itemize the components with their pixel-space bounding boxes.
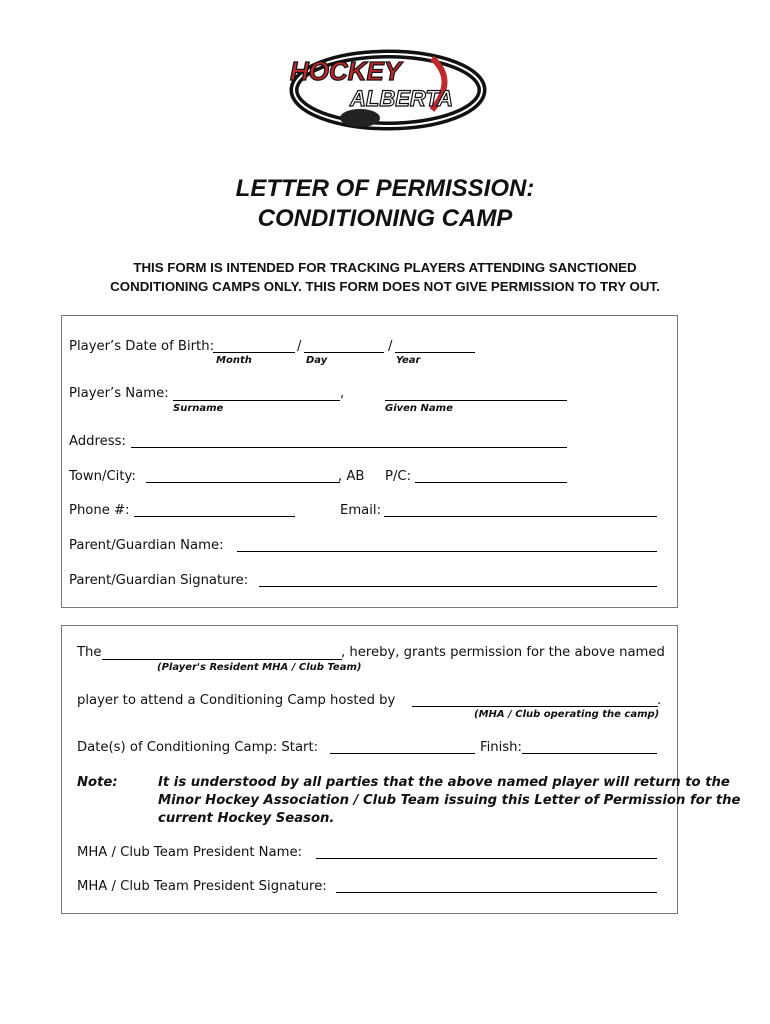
month-caption: Month bbox=[216, 355, 252, 366]
note-line1: It is understood by all parties that the above named player will return to the bbox=[158, 775, 730, 790]
phone-label: Phone #: bbox=[69, 503, 130, 518]
surname-caption: Surname bbox=[173, 403, 224, 414]
president-signature-field[interactable] bbox=[336, 892, 657, 893]
name-comma: , bbox=[340, 386, 345, 401]
finish-label: Finish: bbox=[480, 740, 522, 755]
email-label: Email: bbox=[340, 503, 382, 518]
guardian-name-field[interactable] bbox=[237, 551, 657, 552]
host-club-field[interactable] bbox=[412, 706, 658, 707]
address-label: Address: bbox=[69, 434, 126, 449]
day-caption: Day bbox=[306, 355, 328, 366]
town-label: Town/City: bbox=[69, 469, 136, 484]
dob-separator: / bbox=[388, 339, 393, 354]
resident-team-caption: (Player's Resident MHA / Club Team) bbox=[157, 662, 362, 673]
guardian-signature-field[interactable] bbox=[259, 586, 657, 587]
president-name-label: MHA / Club Team President Name: bbox=[77, 845, 303, 860]
permission-box bbox=[61, 625, 678, 914]
finish-date-field[interactable] bbox=[522, 753, 657, 754]
host-club-caption: (MHA / Club operating the camp) bbox=[474, 709, 660, 720]
given-name-field[interactable] bbox=[385, 400, 567, 401]
phone-field[interactable] bbox=[134, 516, 295, 517]
surname-field[interactable] bbox=[173, 400, 340, 401]
player-info-box bbox=[61, 315, 678, 608]
dob-month-field[interactable] bbox=[213, 352, 295, 353]
postal-code-field[interactable] bbox=[415, 482, 567, 483]
camp-dates-label: Date(s) of Conditioning Camp: Start: bbox=[77, 740, 319, 755]
postal-code-label: P/C: bbox=[385, 469, 412, 484]
address-field[interactable] bbox=[131, 447, 567, 448]
dob-day-field[interactable] bbox=[304, 352, 384, 353]
dob-separator: / bbox=[297, 339, 302, 354]
start-date-field[interactable] bbox=[330, 753, 475, 754]
resident-team-field[interactable] bbox=[102, 659, 342, 660]
page-title-line1: LETTER OF PERMISSION: bbox=[235, 175, 535, 202]
dob-year-field[interactable] bbox=[395, 352, 475, 353]
svg-text:ALBERTA: ALBERTA bbox=[350, 86, 454, 111]
guardian-signature-label: Parent/Guardian Signature: bbox=[69, 573, 249, 588]
logo-graphic bbox=[282, 40, 492, 140]
player-name-label: Player’s Name: bbox=[69, 386, 169, 401]
hockey-alberta-logo bbox=[282, 40, 492, 140]
town-field[interactable] bbox=[146, 482, 340, 483]
svg-text:HOCKEY: HOCKEY bbox=[290, 56, 402, 86]
attend-text: player to attend a Conditioning Camp hosted by bbox=[77, 693, 396, 708]
note-line3: current Hockey Season. bbox=[158, 811, 335, 826]
notice-line2: CONDITIONING CAMPS ONLY. THIS FORM DOES NOT GIVE PERMISSION TO TRY OUT. bbox=[110, 279, 660, 294]
the-label: The bbox=[77, 645, 102, 660]
president-name-field[interactable] bbox=[316, 858, 657, 859]
email-field[interactable] bbox=[384, 516, 657, 517]
province-label: , AB bbox=[338, 469, 365, 484]
year-caption: Year bbox=[396, 355, 421, 366]
president-signature-label: MHA / Club Team President Signature: bbox=[77, 879, 327, 894]
given-name-caption: Given Name bbox=[385, 403, 453, 414]
notice-line1: THIS FORM IS INTENDED FOR TRACKING PLAYERS ATTENDING SANCTIONED bbox=[133, 260, 637, 275]
attend-period: . bbox=[657, 693, 662, 708]
grants-text: , hereby, grants permission for the above named bbox=[341, 645, 665, 660]
note-line2: Minor Hockey Association / Club Team issuing this Letter of Permission for the bbox=[158, 793, 741, 808]
guardian-name-label: Parent/Guardian Name: bbox=[69, 538, 224, 553]
dob-label: Player’s Date of Birth: bbox=[69, 339, 215, 354]
note-label: Note: bbox=[77, 775, 118, 790]
page-title-line2: CONDITIONING CAMP bbox=[257, 205, 513, 232]
